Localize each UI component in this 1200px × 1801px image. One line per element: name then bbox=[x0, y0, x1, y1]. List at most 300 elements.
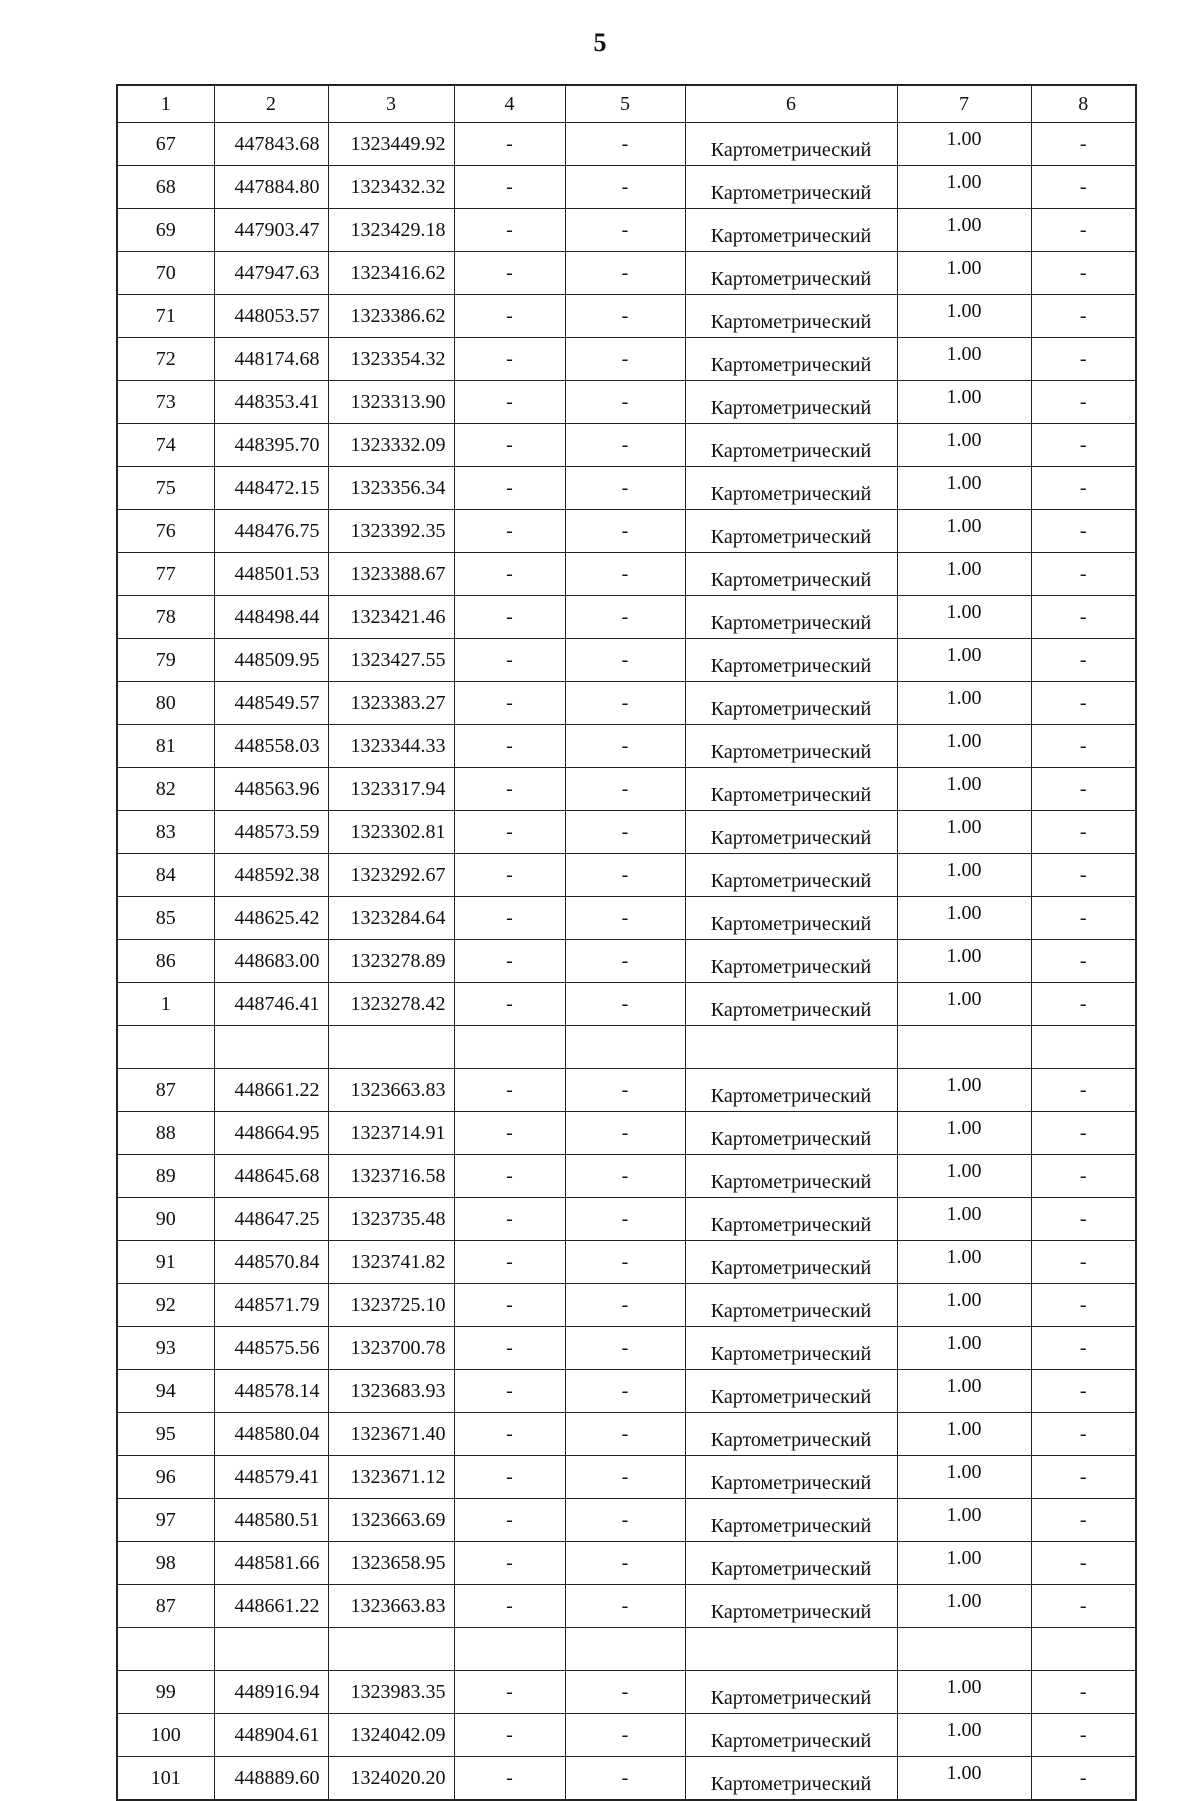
point-number-cell: 77 bbox=[117, 553, 214, 596]
x-coordinate-cell: 447903.47 bbox=[214, 209, 328, 252]
y-coordinate-cell: 1323344.33 bbox=[328, 725, 454, 768]
column-4-cell: - bbox=[454, 1241, 565, 1284]
method-cell: Картометрический bbox=[685, 123, 897, 166]
method-cell: Картометрический bbox=[685, 1671, 897, 1714]
column-5-cell: - bbox=[565, 1413, 685, 1456]
point-number-cell bbox=[117, 1628, 214, 1671]
accuracy-cell: 1.00 bbox=[897, 1241, 1031, 1284]
accuracy-cell: 1.00 bbox=[897, 553, 1031, 596]
y-coordinate-cell: 1323683.93 bbox=[328, 1370, 454, 1413]
column-8-cell: - bbox=[1031, 768, 1136, 811]
accuracy-cell: 1.00 bbox=[897, 1112, 1031, 1155]
column-5-cell: - bbox=[565, 252, 685, 295]
point-number-cell: 98 bbox=[117, 1542, 214, 1585]
point-number-cell: 81 bbox=[117, 725, 214, 768]
x-coordinate-cell: 448664.95 bbox=[214, 1112, 328, 1155]
x-coordinate-cell: 447947.63 bbox=[214, 252, 328, 295]
method-cell: Картометрический bbox=[685, 338, 897, 381]
accuracy-cell: 1.00 bbox=[897, 424, 1031, 467]
page-number: 5 bbox=[593, 28, 607, 57]
x-coordinate-cell: 448476.75 bbox=[214, 510, 328, 553]
x-coordinate-cell: 448563.96 bbox=[214, 768, 328, 811]
table-row bbox=[117, 811, 1136, 854]
x-coordinate-cell: 448353.41 bbox=[214, 381, 328, 424]
column-4-cell: - bbox=[454, 725, 565, 768]
header-cell: 2 bbox=[214, 85, 328, 123]
point-number-cell: 96 bbox=[117, 1456, 214, 1499]
method-cell: Картометрический bbox=[685, 1499, 897, 1542]
accuracy-cell: 1.00 bbox=[897, 1456, 1031, 1499]
method-cell: Картометрический bbox=[685, 639, 897, 682]
column-5-cell: - bbox=[565, 1327, 685, 1370]
y-coordinate-cell: 1323671.12 bbox=[328, 1456, 454, 1499]
point-number-cell: 78 bbox=[117, 596, 214, 639]
y-coordinate-cell: 1323292.67 bbox=[328, 854, 454, 897]
column-8-cell: - bbox=[1031, 1757, 1136, 1801]
accuracy-cell: 1.00 bbox=[897, 1714, 1031, 1757]
column-4-cell: - bbox=[454, 1456, 565, 1499]
column-8-cell: - bbox=[1031, 897, 1136, 940]
column-5-cell: - bbox=[565, 1198, 685, 1241]
accuracy-cell: 1.00 bbox=[897, 940, 1031, 983]
table-row bbox=[117, 424, 1136, 467]
accuracy-cell: 1.00 bbox=[897, 854, 1031, 897]
header-cell: 7 bbox=[897, 85, 1031, 123]
column-5-cell: - bbox=[565, 424, 685, 467]
point-number-cell: 83 bbox=[117, 811, 214, 854]
x-coordinate-cell: 448498.44 bbox=[214, 596, 328, 639]
y-coordinate-cell: 1323725.10 bbox=[328, 1284, 454, 1327]
method-cell: Картометрический bbox=[685, 940, 897, 983]
x-coordinate-cell: 448501.53 bbox=[214, 553, 328, 596]
table-row bbox=[117, 1198, 1136, 1241]
x-coordinate-cell: 448580.04 bbox=[214, 1413, 328, 1456]
y-coordinate-cell: 1323317.94 bbox=[328, 768, 454, 811]
accuracy-cell: 1.00 bbox=[897, 295, 1031, 338]
point-number-cell: 1 bbox=[117, 983, 214, 1026]
column-4-cell: - bbox=[454, 1112, 565, 1155]
method-cell: Картометрический bbox=[685, 467, 897, 510]
accuracy-cell: 1.00 bbox=[897, 209, 1031, 252]
column-4-cell: - bbox=[454, 768, 565, 811]
point-number-cell: 100 bbox=[117, 1714, 214, 1757]
accuracy-cell: 1.00 bbox=[897, 1155, 1031, 1198]
point-number-cell: 94 bbox=[117, 1370, 214, 1413]
x-coordinate-cell: 448746.41 bbox=[214, 983, 328, 1026]
method-cell: Картометрический bbox=[685, 424, 897, 467]
column-8-cell: - bbox=[1031, 467, 1136, 510]
column-8-cell: - bbox=[1031, 1714, 1136, 1757]
y-coordinate-cell: 1323716.58 bbox=[328, 1155, 454, 1198]
column-5-cell: - bbox=[565, 1757, 685, 1801]
method-cell: Картометрический bbox=[685, 682, 897, 725]
y-coordinate-cell: 1323658.95 bbox=[328, 1542, 454, 1585]
point-number-cell: 79 bbox=[117, 639, 214, 682]
column-4-cell: - bbox=[454, 510, 565, 553]
y-coordinate-cell: 1323354.32 bbox=[328, 338, 454, 381]
accuracy-cell: 1.00 bbox=[897, 1198, 1031, 1241]
table-row bbox=[117, 1585, 1136, 1628]
column-5-cell: - bbox=[565, 682, 685, 725]
column-4-cell: - bbox=[454, 983, 565, 1026]
column-8-cell: - bbox=[1031, 1198, 1136, 1241]
x-coordinate-cell: 448580.51 bbox=[214, 1499, 328, 1542]
y-coordinate-cell: 1324020.20 bbox=[328, 1757, 454, 1801]
column-4-cell: - bbox=[454, 1370, 565, 1413]
table-row bbox=[117, 252, 1136, 295]
y-coordinate-cell: 1324042.09 bbox=[328, 1714, 454, 1757]
header-row bbox=[117, 85, 1136, 123]
x-coordinate-cell: 448625.42 bbox=[214, 897, 328, 940]
method-cell: Картометрический bbox=[685, 252, 897, 295]
method-cell: Картометрический bbox=[685, 768, 897, 811]
method-cell: Картометрический bbox=[685, 381, 897, 424]
x-coordinate-cell: 448661.22 bbox=[214, 1585, 328, 1628]
column-8-cell: - bbox=[1031, 1155, 1136, 1198]
method-cell: Картометрический bbox=[685, 1284, 897, 1327]
table-row bbox=[117, 725, 1136, 768]
point-number-cell: 84 bbox=[117, 854, 214, 897]
table-row bbox=[117, 1413, 1136, 1456]
y-coordinate-cell: 1323663.69 bbox=[328, 1499, 454, 1542]
method-cell: Картометрический bbox=[685, 1456, 897, 1499]
column-8-cell bbox=[1031, 1026, 1136, 1069]
y-coordinate-cell: 1323313.90 bbox=[328, 381, 454, 424]
column-4-cell: - bbox=[454, 1499, 565, 1542]
method-cell: Картометрический bbox=[685, 983, 897, 1026]
column-5-cell: - bbox=[565, 596, 685, 639]
accuracy-cell: 1.00 bbox=[897, 381, 1031, 424]
accuracy-cell: 1.00 bbox=[897, 1542, 1031, 1585]
y-coordinate-cell: 1323427.55 bbox=[328, 639, 454, 682]
x-coordinate-cell: 448573.59 bbox=[214, 811, 328, 854]
column-5-cell: - bbox=[565, 1155, 685, 1198]
table-row bbox=[117, 1069, 1136, 1112]
column-5-cell bbox=[565, 1628, 685, 1671]
y-coordinate-cell: 1323735.48 bbox=[328, 1198, 454, 1241]
column-4-cell: - bbox=[454, 1714, 565, 1757]
column-4-cell: - bbox=[454, 424, 565, 467]
column-4-cell: - bbox=[454, 596, 565, 639]
column-4-cell: - bbox=[454, 123, 565, 166]
column-4-cell: - bbox=[454, 467, 565, 510]
column-8-cell: - bbox=[1031, 1413, 1136, 1456]
y-coordinate-cell: 1323429.18 bbox=[328, 209, 454, 252]
table-row bbox=[117, 1026, 1136, 1069]
x-coordinate-cell: 448578.14 bbox=[214, 1370, 328, 1413]
column-8-cell: - bbox=[1031, 1370, 1136, 1413]
column-8-cell: - bbox=[1031, 424, 1136, 467]
method-cell: Картометрический bbox=[685, 1198, 897, 1241]
method-cell: Картометрический bbox=[685, 295, 897, 338]
column-4-cell: - bbox=[454, 1757, 565, 1801]
y-coordinate-cell: 1323302.81 bbox=[328, 811, 454, 854]
y-coordinate-cell: 1323432.32 bbox=[328, 166, 454, 209]
column-4-cell: - bbox=[454, 1542, 565, 1585]
column-4-cell: - bbox=[454, 639, 565, 682]
column-5-cell: - bbox=[565, 209, 685, 252]
accuracy-cell: 1.00 bbox=[897, 1671, 1031, 1714]
point-number-cell bbox=[117, 1026, 214, 1069]
accuracy-cell: 1.00 bbox=[897, 166, 1031, 209]
column-8-cell: - bbox=[1031, 166, 1136, 209]
y-coordinate-cell: 1323383.27 bbox=[328, 682, 454, 725]
column-8-cell: - bbox=[1031, 596, 1136, 639]
method-cell: Картометрический bbox=[685, 166, 897, 209]
method-cell: Картометрический bbox=[685, 1585, 897, 1628]
table-row bbox=[117, 1456, 1136, 1499]
column-4-cell: - bbox=[454, 682, 565, 725]
accuracy-cell: 1.00 bbox=[897, 338, 1031, 381]
column-5-cell: - bbox=[565, 768, 685, 811]
table-row bbox=[117, 639, 1136, 682]
table-row bbox=[117, 768, 1136, 811]
point-number-cell: 89 bbox=[117, 1155, 214, 1198]
point-number-cell: 99 bbox=[117, 1671, 214, 1714]
accuracy-cell: 1.00 bbox=[897, 811, 1031, 854]
accuracy-cell: 1.00 bbox=[897, 510, 1031, 553]
column-4-cell: - bbox=[454, 1413, 565, 1456]
column-8-cell: - bbox=[1031, 1499, 1136, 1542]
column-4-cell: - bbox=[454, 553, 565, 596]
accuracy-cell bbox=[897, 1026, 1031, 1069]
y-coordinate-cell: 1323392.35 bbox=[328, 510, 454, 553]
column-5-cell: - bbox=[565, 295, 685, 338]
column-5-cell: - bbox=[565, 940, 685, 983]
accuracy-cell: 1.00 bbox=[897, 1069, 1031, 1112]
point-number-cell: 93 bbox=[117, 1327, 214, 1370]
x-coordinate-cell: 448889.60 bbox=[214, 1757, 328, 1801]
x-coordinate-cell: 448395.70 bbox=[214, 424, 328, 467]
column-8-cell: - bbox=[1031, 854, 1136, 897]
column-5-cell: - bbox=[565, 983, 685, 1026]
table-row bbox=[117, 1327, 1136, 1370]
accuracy-cell bbox=[897, 1628, 1031, 1671]
table-row bbox=[117, 510, 1136, 553]
accuracy-cell: 1.00 bbox=[897, 467, 1031, 510]
y-coordinate-cell: 1323663.83 bbox=[328, 1069, 454, 1112]
table-row bbox=[117, 123, 1136, 166]
column-5-cell bbox=[565, 1026, 685, 1069]
y-coordinate-cell: 1323278.89 bbox=[328, 940, 454, 983]
x-coordinate-cell: 448571.79 bbox=[214, 1284, 328, 1327]
accuracy-cell: 1.00 bbox=[897, 682, 1031, 725]
table-row bbox=[117, 209, 1136, 252]
accuracy-cell: 1.00 bbox=[897, 1413, 1031, 1456]
table-row bbox=[117, 1155, 1136, 1198]
table-row bbox=[117, 1628, 1136, 1671]
point-number-cell: 74 bbox=[117, 424, 214, 467]
column-5-cell: - bbox=[565, 1456, 685, 1499]
x-coordinate-cell: 448592.38 bbox=[214, 854, 328, 897]
point-number-cell: 101 bbox=[117, 1757, 214, 1801]
column-4-cell: - bbox=[454, 1284, 565, 1327]
table-row bbox=[117, 1671, 1136, 1714]
x-coordinate-cell: 448570.84 bbox=[214, 1241, 328, 1284]
column-4-cell: - bbox=[454, 295, 565, 338]
point-number-cell: 97 bbox=[117, 1499, 214, 1542]
point-number-cell: 72 bbox=[117, 338, 214, 381]
y-coordinate-cell: 1323983.35 bbox=[328, 1671, 454, 1714]
table-row bbox=[117, 682, 1136, 725]
column-8-cell: - bbox=[1031, 381, 1136, 424]
y-coordinate-cell bbox=[328, 1628, 454, 1671]
accuracy-cell: 1.00 bbox=[897, 768, 1031, 811]
accuracy-cell: 1.00 bbox=[897, 983, 1031, 1026]
point-number-cell: 87 bbox=[117, 1069, 214, 1112]
column-5-cell: - bbox=[565, 381, 685, 424]
point-number-cell: 68 bbox=[117, 166, 214, 209]
header-cell: 3 bbox=[328, 85, 454, 123]
accuracy-cell: 1.00 bbox=[897, 1499, 1031, 1542]
point-number-cell: 91 bbox=[117, 1241, 214, 1284]
point-number-cell: 71 bbox=[117, 295, 214, 338]
accuracy-cell: 1.00 bbox=[897, 1327, 1031, 1370]
method-cell: Картометрический bbox=[685, 854, 897, 897]
table-row bbox=[117, 1370, 1136, 1413]
column-4-cell: - bbox=[454, 854, 565, 897]
column-8-cell bbox=[1031, 1628, 1136, 1671]
accuracy-cell: 1.00 bbox=[897, 725, 1031, 768]
table-row bbox=[117, 983, 1136, 1026]
column-8-cell: - bbox=[1031, 1284, 1136, 1327]
x-coordinate-cell: 448645.68 bbox=[214, 1155, 328, 1198]
method-cell: Картометрический bbox=[685, 1155, 897, 1198]
method-cell: Картометрический bbox=[685, 811, 897, 854]
accuracy-cell: 1.00 bbox=[897, 639, 1031, 682]
column-8-cell: - bbox=[1031, 1456, 1136, 1499]
y-coordinate-cell: 1323278.42 bbox=[328, 983, 454, 1026]
x-coordinate-cell: 448549.57 bbox=[214, 682, 328, 725]
column-4-cell: - bbox=[454, 381, 565, 424]
column-5-cell: - bbox=[565, 1714, 685, 1757]
method-cell: Картометрический bbox=[685, 1413, 897, 1456]
table-row bbox=[117, 467, 1136, 510]
column-8-cell: - bbox=[1031, 1241, 1136, 1284]
column-8-cell: - bbox=[1031, 983, 1136, 1026]
method-cell: Картометрический bbox=[685, 510, 897, 553]
point-number-cell: 76 bbox=[117, 510, 214, 553]
column-8-cell: - bbox=[1031, 510, 1136, 553]
x-coordinate-cell: 448575.56 bbox=[214, 1327, 328, 1370]
column-5-cell: - bbox=[565, 811, 685, 854]
method-cell: Картометрический bbox=[685, 209, 897, 252]
x-coordinate-cell: 448472.15 bbox=[214, 467, 328, 510]
y-coordinate-cell: 1323741.82 bbox=[328, 1241, 454, 1284]
column-5-cell: - bbox=[565, 1284, 685, 1327]
column-8-cell: - bbox=[1031, 682, 1136, 725]
method-cell: Картометрический bbox=[685, 1757, 897, 1801]
column-5-cell: - bbox=[565, 123, 685, 166]
table-row bbox=[117, 897, 1136, 940]
x-coordinate-cell: 448647.25 bbox=[214, 1198, 328, 1241]
column-8-cell: - bbox=[1031, 1585, 1136, 1628]
column-5-cell: - bbox=[565, 854, 685, 897]
column-8-cell: - bbox=[1031, 811, 1136, 854]
y-coordinate-cell: 1323416.62 bbox=[328, 252, 454, 295]
accuracy-cell: 1.00 bbox=[897, 1284, 1031, 1327]
header-cell: 1 bbox=[117, 85, 214, 123]
point-number-cell: 85 bbox=[117, 897, 214, 940]
point-number-cell: 75 bbox=[117, 467, 214, 510]
y-coordinate-cell: 1323449.92 bbox=[328, 123, 454, 166]
table-row bbox=[117, 1112, 1136, 1155]
point-number-cell: 70 bbox=[117, 252, 214, 295]
column-5-cell: - bbox=[565, 510, 685, 553]
header-cell: 8 bbox=[1031, 85, 1136, 123]
column-8-cell: - bbox=[1031, 252, 1136, 295]
column-8-cell: - bbox=[1031, 1069, 1136, 1112]
accuracy-cell: 1.00 bbox=[897, 596, 1031, 639]
x-coordinate-cell: 448053.57 bbox=[214, 295, 328, 338]
column-8-cell: - bbox=[1031, 338, 1136, 381]
point-number-cell: 82 bbox=[117, 768, 214, 811]
table-row bbox=[117, 1714, 1136, 1757]
table-row bbox=[117, 1757, 1136, 1801]
table-row bbox=[117, 1284, 1136, 1327]
column-5-cell: - bbox=[565, 553, 685, 596]
point-number-cell: 92 bbox=[117, 1284, 214, 1327]
method-cell: Картометрический bbox=[685, 897, 897, 940]
method-cell bbox=[685, 1026, 897, 1069]
column-4-cell: - bbox=[454, 1155, 565, 1198]
point-number-cell: 86 bbox=[117, 940, 214, 983]
column-4-cell bbox=[454, 1026, 565, 1069]
point-number-cell: 90 bbox=[117, 1198, 214, 1241]
column-5-cell: - bbox=[565, 1241, 685, 1284]
point-number-cell: 67 bbox=[117, 123, 214, 166]
accuracy-cell: 1.00 bbox=[897, 897, 1031, 940]
table-body bbox=[117, 85, 1136, 1800]
column-4-cell: - bbox=[454, 166, 565, 209]
column-5-cell: - bbox=[565, 897, 685, 940]
header-cell: 6 bbox=[685, 85, 897, 123]
column-5-cell: - bbox=[565, 166, 685, 209]
table-row bbox=[117, 1499, 1136, 1542]
y-coordinate-cell: 1323388.67 bbox=[328, 553, 454, 596]
column-8-cell: - bbox=[1031, 295, 1136, 338]
y-coordinate-cell: 1323700.78 bbox=[328, 1327, 454, 1370]
column-4-cell: - bbox=[454, 897, 565, 940]
y-coordinate-cell bbox=[328, 1026, 454, 1069]
column-4-cell: - bbox=[454, 338, 565, 381]
x-coordinate-cell: 448683.00 bbox=[214, 940, 328, 983]
method-cell: Картометрический bbox=[685, 1370, 897, 1413]
column-5-cell: - bbox=[565, 1585, 685, 1628]
header-cell: 5 bbox=[565, 85, 685, 123]
column-8-cell: - bbox=[1031, 639, 1136, 682]
method-cell: Картометрический bbox=[685, 1327, 897, 1370]
column-4-cell: - bbox=[454, 1671, 565, 1714]
column-8-cell: - bbox=[1031, 209, 1136, 252]
point-number-cell: 95 bbox=[117, 1413, 214, 1456]
column-4-cell: - bbox=[454, 1585, 565, 1628]
accuracy-cell: 1.00 bbox=[897, 1757, 1031, 1801]
y-coordinate-cell: 1323386.62 bbox=[328, 295, 454, 338]
column-5-cell: - bbox=[565, 1069, 685, 1112]
method-cell: Картометрический bbox=[685, 1069, 897, 1112]
y-coordinate-cell: 1323421.46 bbox=[328, 596, 454, 639]
method-cell bbox=[685, 1628, 897, 1671]
column-4-cell: - bbox=[454, 209, 565, 252]
accuracy-cell: 1.00 bbox=[897, 252, 1031, 295]
column-8-cell: - bbox=[1031, 1671, 1136, 1714]
column-5-cell: - bbox=[565, 1499, 685, 1542]
table-row bbox=[117, 1542, 1136, 1585]
column-5-cell: - bbox=[565, 639, 685, 682]
table-row bbox=[117, 1241, 1136, 1284]
column-5-cell: - bbox=[565, 1370, 685, 1413]
